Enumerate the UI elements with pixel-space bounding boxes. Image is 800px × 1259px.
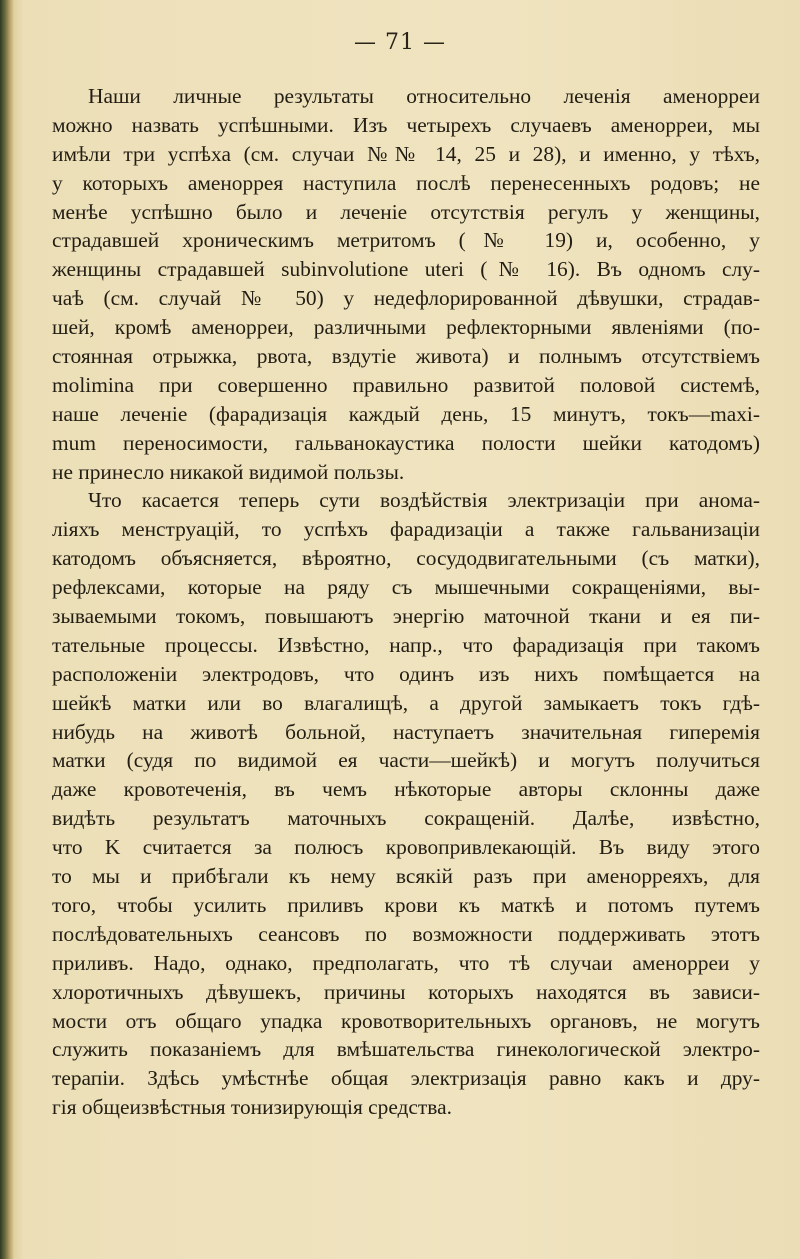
text-line: зываемыми токомъ, повышаютъ энергію маточной ткани и ея пи-	[52, 604, 760, 629]
text-line: имѣли три успѣха (см. случаи №№ 14, 25 и 28), и именно, у тѣхъ,	[52, 141, 760, 166]
text-line: чаѣ (см. случай № 50) у недефлорированной дѣвушки, страдав-	[52, 286, 760, 311]
text-line: мости отъ общаго упадка кровотворительныхъ органовъ, не могутъ	[52, 1008, 760, 1033]
text-line: приливъ. Надо, однако, предполагать, что тѣ случаи аменорреи у	[52, 950, 760, 975]
text-line: терапіи. Здѣсь умѣстнѣе общая электризація равно какъ и дру-	[52, 1066, 760, 1091]
text-line: страдавшей хроническимъ метритомъ (№ 19) и, особенно, у	[52, 228, 760, 253]
text-line: гія общеизвѣстныя тонизирующія средства.	[52, 1095, 452, 1120]
text-line: тательные процессы. Извѣстно, напр., что фарадизація при такомъ	[52, 632, 760, 657]
page-binding-edge	[0, 0, 14, 1259]
text-line: женщины страдавшей subinvolutione uteri (№ 16). Въ одномъ слу-	[52, 257, 760, 282]
page-number: — 71 —	[354, 30, 446, 55]
text-line: Что касается теперь сути воздѣйствія электризаціи при анома-	[88, 488, 760, 513]
text-line: наше леченіе (фарадизація каждый день, 15 минутъ, токъ—maxi-	[52, 401, 760, 426]
text-line: Наши личные результаты относительно леченія аменорреи	[88, 84, 760, 108]
text-line: служить показаніемъ для вмѣшательства гинекологической электро-	[52, 1037, 760, 1062]
text-line: расположеніи электродовъ, что одинъ изъ нихъ помѣщается на	[52, 661, 760, 686]
text-line: у которыхъ аменоррея наступила послѣ перенесенныхъ родовъ; не	[52, 170, 760, 195]
text-line: то мы и прибѣгали къ нему всякій разъ при аменорреяхъ, для	[52, 864, 760, 889]
text-line: рефлексами, которые на ряду съ мышечными сокращеніями, вы-	[52, 575, 760, 600]
text-line: ліяхъ менструацій, то успѣхъ фарадизаціи а также гальванизаціи	[52, 517, 760, 542]
text-line: менѣе успѣшно было и леченіе отсутствія регулъ у женщины,	[52, 199, 760, 224]
text-line: видѣть результатъ маточныхъ сокращеній. Далѣе, извѣстно,	[52, 806, 760, 831]
text-line: катодомъ объясняется, вѣроятно, сосудодвигательными (съ матки),	[52, 546, 760, 571]
body-text	[52, 82, 760, 1122]
text-line: нибудь на животѣ больной, наступаетъ значительная гиперемія	[52, 719, 760, 744]
text-line: даже кровотеченія, въ чемъ нѣкоторые авторы склонны даже	[52, 777, 760, 802]
text-line: шей, кромѣ аменорреи, различными рефлекторными явленіями (по-	[52, 315, 760, 340]
text-line: послѣдовательныхъ сеансовъ по возможности поддерживать этотъ	[52, 921, 760, 946]
text-line: не принесло никакой видимой пользы.	[52, 459, 405, 484]
text-line: матки (судя по видимой ея части—шейкѣ) и могутъ получиться	[52, 748, 760, 773]
text-line: того, чтобы усилить приливъ крови къ маткѣ и потомъ путемъ	[52, 892, 760, 917]
text-line: можно назвать успѣшными. Изъ четырехъ случаевъ аменорреи, мы	[52, 112, 760, 137]
text-line: mum переносимости, гальванокаустика полости шейки катодомъ)	[52, 430, 760, 455]
text-line: шейкѣ матки или во влагалищѣ, а другой замыкаетъ токъ гдѣ-	[52, 690, 760, 715]
text-line: что K считается за полюсъ кровопривлекающій. Въ виду этого	[52, 835, 760, 860]
text-line: хлоротичныхъ дѣвушекъ, причины которыхъ находятся въ зависи-	[52, 979, 760, 1004]
text-line: molimina при совершенно правильно развитой половой системѣ,	[52, 372, 760, 397]
text-line: стоянная отрыжка, рвота, вздутіе живота) и полнымъ отсутствіемъ	[52, 344, 760, 369]
